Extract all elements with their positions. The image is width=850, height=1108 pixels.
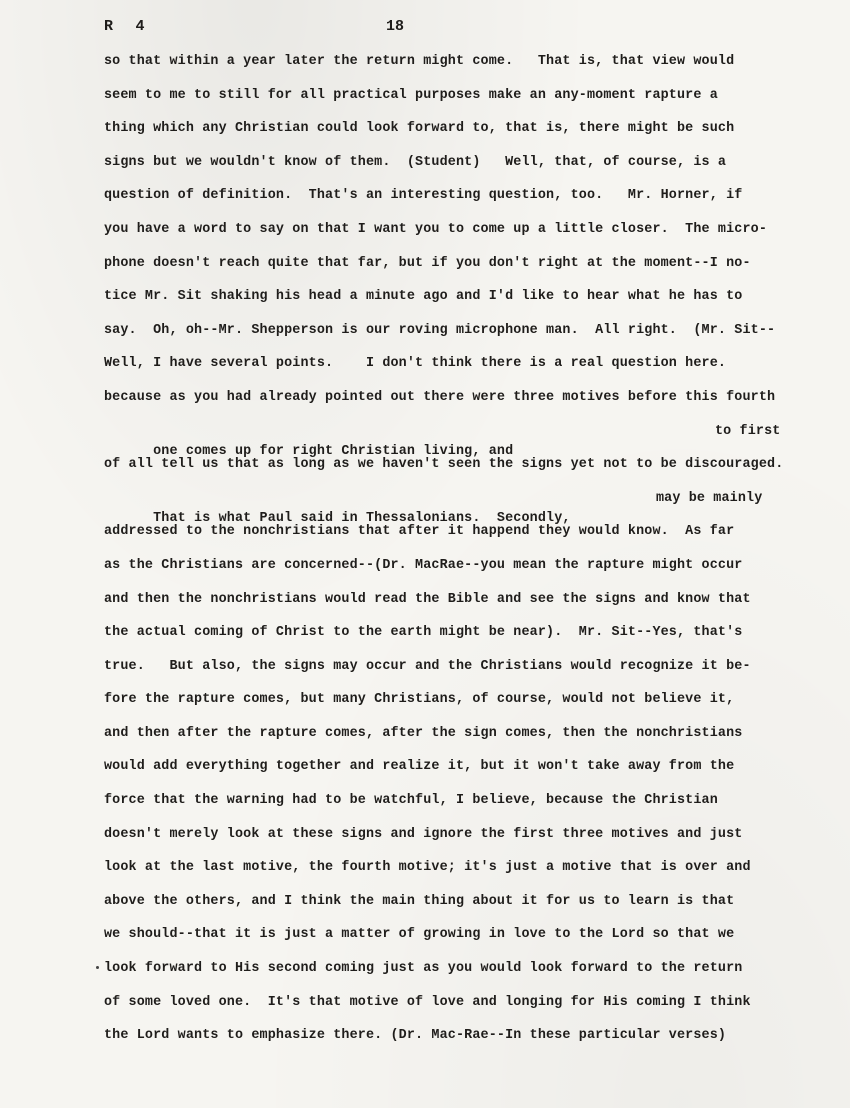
text-line: we should--that it is just a matter of growing in love to the Lord so that we [104,927,735,943]
text-line-right-fragment: to first [715,423,781,439]
text-line: true. But also, the signs may occur and the Christians would recognize it be- [104,658,751,674]
text-line: and then after the rapture comes, after the sign comes, then the nonchristians [104,725,743,741]
text-line: the Lord wants to emphasize there. (Dr. Mac-Rae--In these particular verses) [104,1028,727,1044]
text-line: above the others, and I think the main thing about it for us to learn is that [104,893,735,909]
text-line: seem to me to still for all practical purposes make an any-moment rapture a [104,87,718,103]
header-letter: R [104,18,114,35]
header-section-number: 4 [135,18,146,35]
margin-dot [96,966,99,969]
text-line: of some loved one. It's that motive of love and longing for His coming I think [104,994,751,1010]
text-line: look forward to His second coming just as you would look forward to the return [104,961,743,977]
text-line-with-gap [104,489,804,526]
text-line: as the Christians are concerned--(Dr. MacRae--you mean the rapture might occur [104,557,743,573]
text-line: would add everything together and realize it, but it won't take away from the [104,759,735,775]
text-line: of all tell us that as long as we haven't seen the signs yet not to be discouraged. [104,457,784,473]
text-line: you have a word to say on that I want you to come up a little closer. The micro- [104,221,768,237]
text-line-left: That is what Paul said in Thessalonians. Secondly, [153,510,571,526]
text-line-left: one comes up for right Christian living, and [153,443,514,459]
text-line: signs but we wouldn't know of them. (Student) Well, that, of course, is a [104,154,727,170]
text-line: fore the rapture comes, but many Christians, of course, would not believe it, [104,692,735,708]
text-line: thing which any Christian could look forward to, that is, there might be such [104,121,735,137]
text-line: tice Mr. Sit shaking his head a minute ago and I'd like to hear what he has to [104,289,743,305]
text-line: question of definition. That's an interesting question, too. Mr. Horner, if [104,188,743,204]
text-line: force that the warning had to be watchful, I believe, because the Christian [104,793,718,809]
text-line-right-fragment: may be mainly [656,490,763,506]
text-line: because as you had already pointed out there were three motives before this fourth [104,389,776,405]
page-number: 18 [386,18,405,35]
text-line: doesn't merely look at these signs and ignore the first three motives and just [104,826,743,842]
transcript-body [104,52,804,1060]
text-line-with-gap [104,422,804,459]
text-line: look at the last motive, the fourth motive; it's just a motive that is over and [104,860,751,876]
text-line: the actual coming of Christ to the earth might be near). Mr. Sit--Yes, that's [104,625,743,641]
text-line: so that within a year later the return might come. That is, that view would [104,54,735,69]
text-line: Well, I have several points. I don't think there is a real question here. [104,356,727,372]
text-line: say. Oh, oh--Mr. Shepperson is our roving microphone man. All right. (Mr. Sit-- [104,322,776,338]
text-line: phone doesn't reach quite that far, but if you don't right at the moment--I no- [104,255,751,271]
page-header-label [104,18,145,35]
text-line: addressed to the nonchristians that after it happend they would know. As far [104,524,735,540]
text-line: and then the nonchristians would read the Bible and see the signs and know that [104,591,751,607]
